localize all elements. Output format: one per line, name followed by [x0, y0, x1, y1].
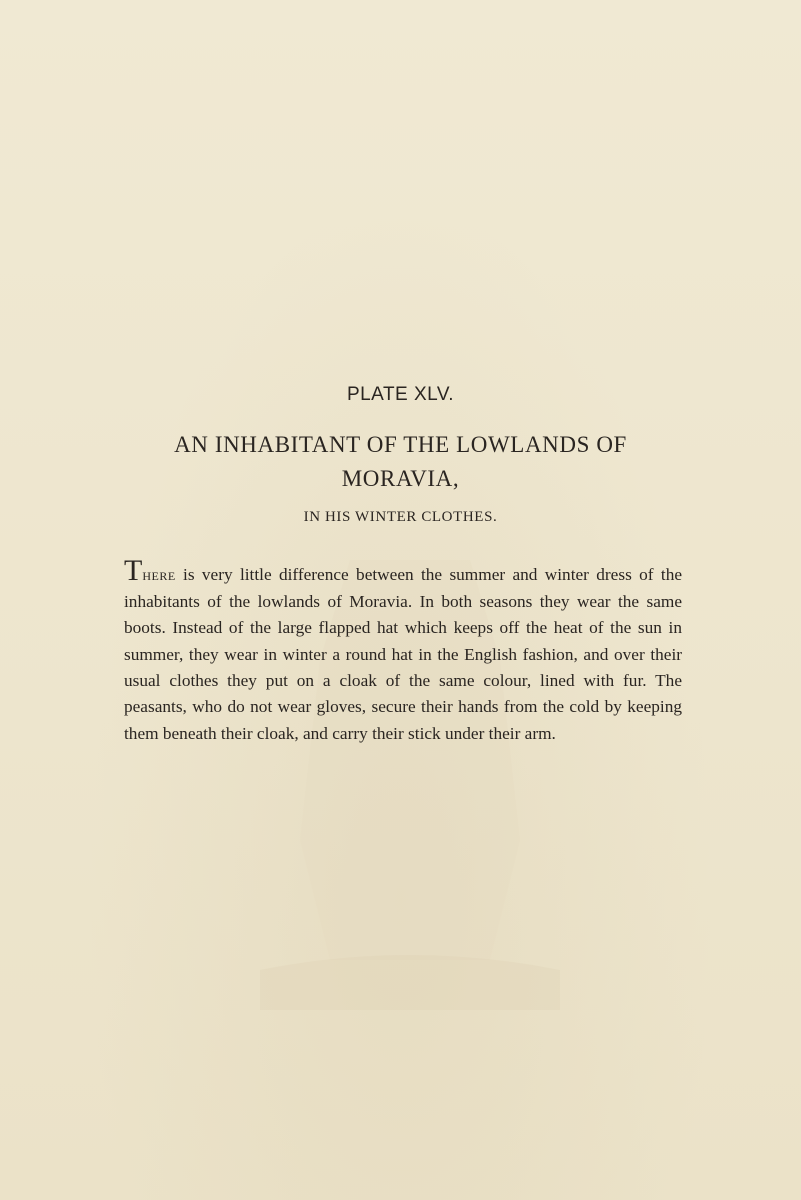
title-line-1: AN INHABITANT OF THE LOWLANDS OF: [174, 432, 627, 457]
small-caps-word: here: [142, 565, 176, 585]
page-subtitle: IN HIS WINTER CLOTHES.: [303, 509, 498, 525]
title-line-2: MORAVIA,: [341, 466, 460, 491]
plate-number: PLATE XLV.: [346, 384, 455, 405]
paragraph-text: is very little difference between the summer and winter dress of the inhabitants of the lowlands of Moravia. In both seasons they wear the same boots. Instead of the large flapped hat which keeps off the heat of the sun in summer, they wear in winter a round hat in the English fashion, and over their usual clothes they put on a cloak of the same colour, lined with fur. The peasants, who do not wear gloves, secure their hands from the cold by keeping them beneath their cloak, and carry their stick under their arm.: [124, 565, 682, 743]
page-title: [0, 428, 801, 496]
drop-cap: T: [124, 554, 143, 588]
body-paragraph: [124, 554, 682, 747]
